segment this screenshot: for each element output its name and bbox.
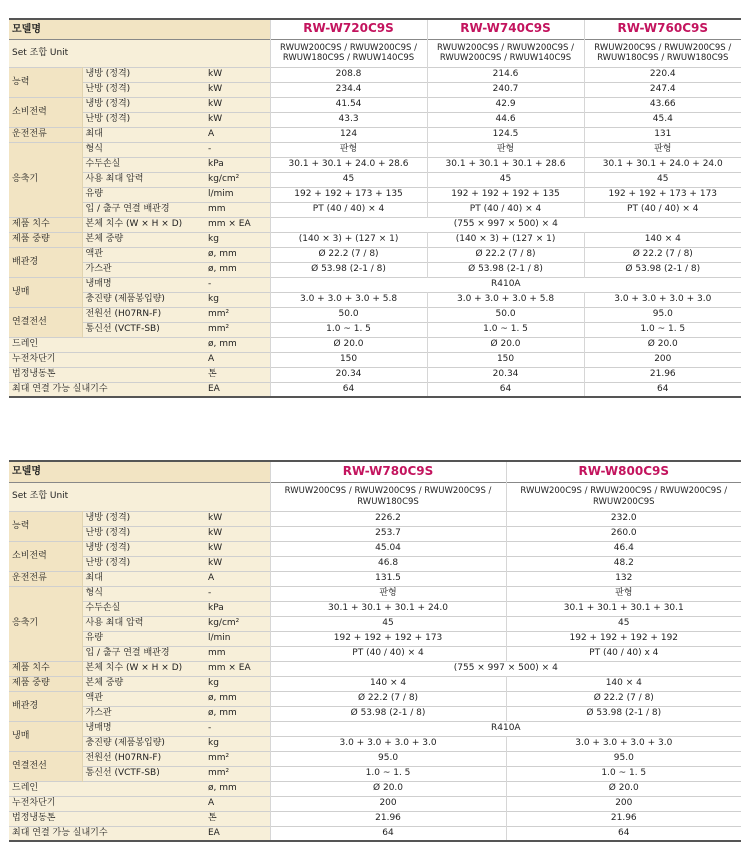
- unit-cell: kg: [205, 736, 270, 751]
- item-cell: 입 / 출구 연결 배관경: [82, 202, 205, 217]
- value-cell: 21.96: [506, 811, 741, 826]
- unit-cell: mm: [205, 202, 270, 217]
- item-cell: 본체 중량: [82, 232, 205, 247]
- value-cell: 42.9: [427, 97, 584, 112]
- table-row: [9, 97, 741, 112]
- category-cell: 법정냉동톤: [9, 811, 205, 826]
- unit-cell: -: [205, 586, 270, 601]
- item-cell: 충진량 (제품봉입량): [82, 736, 205, 751]
- category-cell: 배관경: [9, 691, 82, 721]
- value-cell: PT (40 / 40) × 4: [584, 202, 741, 217]
- category-cell: 능력: [9, 511, 82, 541]
- unit-cell: mm × EA: [205, 661, 270, 676]
- item-cell: 난방 (정격): [82, 526, 205, 541]
- value-cell: 30.1 + 30.1 + 24.0 + 24.0: [584, 157, 741, 172]
- unit-cell: ø, mm: [205, 691, 270, 706]
- table-row: [9, 826, 741, 841]
- unit-cell: mm: [205, 646, 270, 661]
- model-name: RW-W780C9S: [270, 461, 506, 482]
- value-cell: 45.04: [270, 541, 506, 556]
- value-cell: 46.8: [270, 556, 506, 571]
- table-row: [9, 382, 741, 397]
- item-cell: 사용 최대 압력: [82, 616, 205, 631]
- value-cell: Ø 22.2 (7 / 8): [506, 691, 741, 706]
- value-cell: 232.0: [506, 511, 741, 526]
- value-cell: 150: [270, 352, 427, 367]
- value-cell: 30.1 + 30.1 + 30.1 + 28.6: [427, 157, 584, 172]
- value-cell: Ø 53.98 (2-1 / 8): [427, 262, 584, 277]
- value-cell: 43.66: [584, 97, 741, 112]
- value-cell: Ø 20.0: [584, 337, 741, 352]
- unit-cell: kW: [205, 541, 270, 556]
- category-cell: 최대 연결 가능 실내기수: [9, 826, 205, 841]
- value-cell: 226.2: [270, 511, 506, 526]
- table-row: [9, 571, 741, 586]
- table-row: [9, 67, 741, 82]
- value-cell: 131: [584, 127, 741, 142]
- value-cell: 48.2: [506, 556, 741, 571]
- table-row: [9, 661, 741, 676]
- item-cell: 액관: [82, 691, 205, 706]
- unit-cell: kg/cm²: [205, 616, 270, 631]
- value-cell: 192 + 192 + 192 + 173: [270, 631, 506, 646]
- value-cell: 1.0 ~ 1. 5: [427, 322, 584, 337]
- table-row: [9, 586, 741, 601]
- category-cell: 드레인: [9, 337, 205, 352]
- value-cell: 150: [427, 352, 584, 367]
- unit-cell: -: [205, 277, 270, 292]
- value-cell: 판형: [270, 142, 427, 157]
- table-row: [9, 526, 741, 541]
- item-cell: 최대: [82, 571, 205, 586]
- set-row: [9, 39, 741, 67]
- value-cell: 124.5: [427, 127, 584, 142]
- value-cell: 판형: [584, 142, 741, 157]
- table-row: [9, 556, 741, 571]
- item-cell: 입 / 출구 연결 배관경: [82, 646, 205, 661]
- model-name: RW-W760C9S: [584, 19, 741, 39]
- table-row: [9, 721, 741, 736]
- item-cell: 난방 (정격): [82, 556, 205, 571]
- table-row: [9, 796, 741, 811]
- value-cell: 21.96: [270, 811, 506, 826]
- table-row: [9, 646, 741, 661]
- table-row: [9, 337, 741, 352]
- unit-cell: mm²: [205, 766, 270, 781]
- table-row: [9, 601, 741, 616]
- value-cell: 64: [584, 382, 741, 397]
- table-row: [9, 781, 741, 796]
- value-cell: 1.0 ~ 1. 5: [270, 322, 427, 337]
- item-cell: 유량: [82, 631, 205, 646]
- value-cell: 3.0 + 3.0 + 3.0 + 3.0: [270, 736, 506, 751]
- category-cell: 연결전선: [9, 751, 82, 781]
- category-cell: 제품 치수: [9, 217, 82, 232]
- merged-value-cell: R410A: [270, 721, 741, 736]
- item-cell: 수두손실: [82, 601, 205, 616]
- value-cell: Ø 22.2 (7 / 8): [270, 247, 427, 262]
- value-cell: 192 + 192 + 192 + 135: [427, 187, 584, 202]
- unit-cell: kW: [205, 82, 270, 97]
- table-row: [9, 142, 741, 157]
- item-cell: 충진량 (제품봉입량): [82, 292, 205, 307]
- value-cell: 3.0 + 3.0 + 3.0 + 5.8: [427, 292, 584, 307]
- table-row: [9, 202, 741, 217]
- set-label: Set 조합 Unit: [9, 482, 270, 511]
- set-label: Set 조합 Unit: [9, 39, 270, 67]
- value-cell: Ø 53.98 (2-1 / 8): [584, 262, 741, 277]
- table-row: [9, 511, 741, 526]
- unit-cell: A: [205, 796, 270, 811]
- value-cell: 64: [270, 382, 427, 397]
- category-cell: 연결전선: [9, 307, 82, 337]
- item-cell: 난방 (정격): [82, 112, 205, 127]
- value-cell: 3.0 + 3.0 + 3.0 + 5.8: [270, 292, 427, 307]
- spec-table-2: [9, 460, 741, 842]
- table-row: [9, 766, 741, 781]
- value-cell: 판형: [427, 142, 584, 157]
- value-cell: Ø 20.0: [506, 781, 741, 796]
- item-cell: 수두손실: [82, 157, 205, 172]
- item-cell: 가스관: [82, 262, 205, 277]
- value-cell: 234.4: [270, 82, 427, 97]
- value-cell: 46.4: [506, 541, 741, 556]
- table-row: [9, 262, 741, 277]
- item-cell: 유량: [82, 187, 205, 202]
- item-cell: 액관: [82, 247, 205, 262]
- item-cell: 형식: [82, 586, 205, 601]
- unit-cell: kg: [205, 232, 270, 247]
- value-cell: 200: [270, 796, 506, 811]
- category-cell: 누전차단기: [9, 796, 205, 811]
- table-row: [9, 541, 741, 556]
- unit-cell: -: [205, 721, 270, 736]
- table-row: [9, 127, 741, 142]
- value-cell: 64: [506, 826, 741, 841]
- header-row: [9, 19, 741, 39]
- table-row: [9, 811, 741, 826]
- value-cell: 50.0: [270, 307, 427, 322]
- item-cell: 냉매명: [82, 277, 205, 292]
- unit-cell: kW: [205, 112, 270, 127]
- merged-value-cell: (755 × 997 × 500) × 4: [270, 217, 741, 232]
- value-cell: 64: [270, 826, 506, 841]
- set-row: [9, 482, 741, 511]
- category-cell: 냉매: [9, 277, 82, 307]
- unit-cell: kg: [205, 292, 270, 307]
- model-name: RW-W740C9S: [427, 19, 584, 39]
- value-cell: 253.7: [270, 526, 506, 541]
- model-label: 모델명: [9, 461, 270, 482]
- value-cell: 214.6: [427, 67, 584, 82]
- value-cell: 95.0: [506, 751, 741, 766]
- value-cell: 131.5: [270, 571, 506, 586]
- item-cell: 본체 중량: [82, 676, 205, 691]
- value-cell: 20.34: [270, 367, 427, 382]
- value-cell: 64: [427, 382, 584, 397]
- item-cell: 사용 최대 압력: [82, 172, 205, 187]
- value-cell: 45: [427, 172, 584, 187]
- value-cell: Ø 20.0: [270, 337, 427, 352]
- item-cell: 본체 치수 (W × H × D): [82, 217, 205, 232]
- model-label: 모델명: [9, 19, 270, 39]
- value-cell: 140 × 4: [506, 676, 741, 691]
- unit-cell: ø, mm: [205, 337, 270, 352]
- table-row: [9, 217, 741, 232]
- value-cell: 124: [270, 127, 427, 142]
- table-row: [9, 232, 741, 247]
- value-cell: 41.54: [270, 97, 427, 112]
- table-row: [9, 706, 741, 721]
- unit-cell: kW: [205, 511, 270, 526]
- unit-cell: EA: [205, 826, 270, 841]
- item-cell: 본체 치수 (W × H × D): [82, 661, 205, 676]
- item-cell: 가스관: [82, 706, 205, 721]
- table-row: [9, 247, 741, 262]
- unit-cell: 톤: [205, 811, 270, 826]
- table-row: [9, 112, 741, 127]
- value-cell: 판형: [270, 586, 506, 601]
- category-cell: 제품 치수: [9, 661, 82, 676]
- value-cell: 45.4: [584, 112, 741, 127]
- merged-value-cell: (755 × 997 × 500) × 4: [270, 661, 741, 676]
- value-cell: 44.6: [427, 112, 584, 127]
- item-cell: 전원선 (H07RN-F): [82, 307, 205, 322]
- value-cell: Ø 22.2 (7 / 8): [427, 247, 584, 262]
- set-combination: RWUW200C9S / RWUW200C9S / RWUW200C9S / RWUW140C9S: [427, 39, 584, 67]
- value-cell: 30.1 + 30.1 + 30.1 + 24.0: [270, 601, 506, 616]
- value-cell: 1.0 ~ 1. 5: [270, 766, 506, 781]
- value-cell: 95.0: [270, 751, 506, 766]
- unit-cell: kW: [205, 526, 270, 541]
- value-cell: 50.0: [427, 307, 584, 322]
- value-cell: 30.1 + 30.1 + 30.1 + 30.1: [506, 601, 741, 616]
- unit-cell: A: [205, 571, 270, 586]
- value-cell: 45: [506, 616, 741, 631]
- unit-cell: kPa: [205, 157, 270, 172]
- value-cell: (140 × 3) + (127 × 1): [427, 232, 584, 247]
- value-cell: 200: [506, 796, 741, 811]
- value-cell: Ø 53.98 (2-1 / 8): [506, 706, 741, 721]
- value-cell: 45: [584, 172, 741, 187]
- category-cell: 최대 연결 가능 실내기수: [9, 382, 205, 397]
- value-cell: 247.4: [584, 82, 741, 97]
- set-combination: RWUW200C9S / RWUW200C9S / RWUW200C9S / RWUW200C9S: [506, 482, 741, 511]
- value-cell: 200: [584, 352, 741, 367]
- model-name: RW-W720C9S: [270, 19, 427, 39]
- value-cell: 132: [506, 571, 741, 586]
- unit-cell: kW: [205, 97, 270, 112]
- value-cell: 192 + 192 + 173 + 135: [270, 187, 427, 202]
- category-cell: 응축기: [9, 586, 82, 661]
- table-row: [9, 292, 741, 307]
- unit-cell: mm²: [205, 751, 270, 766]
- item-cell: 냉방 (정격): [82, 97, 205, 112]
- unit-cell: ø, mm: [205, 781, 270, 796]
- table-row: [9, 322, 741, 337]
- unit-cell: EA: [205, 382, 270, 397]
- category-cell: 소비전력: [9, 97, 82, 127]
- table-row: [9, 82, 741, 97]
- unit-cell: A: [205, 127, 270, 142]
- value-cell: 3.0 + 3.0 + 3.0 + 3.0: [584, 292, 741, 307]
- table-row: [9, 751, 741, 766]
- value-cell: PT (40 / 40) × 4: [270, 202, 427, 217]
- table-row: [9, 172, 741, 187]
- item-cell: 냉방 (정격): [82, 67, 205, 82]
- value-cell: 3.0 + 3.0 + 3.0 + 3.0: [506, 736, 741, 751]
- table-row: [9, 691, 741, 706]
- table-row: [9, 307, 741, 322]
- category-cell: 응축기: [9, 142, 82, 217]
- value-cell: 192 + 192 + 192 + 192: [506, 631, 741, 646]
- value-cell: Ø 53.98 (2-1 / 8): [270, 706, 506, 721]
- unit-cell: kg/cm²: [205, 172, 270, 187]
- item-cell: 냉방 (정격): [82, 541, 205, 556]
- model-name: RW-W800C9S: [506, 461, 741, 482]
- table-row: [9, 187, 741, 202]
- unit-cell: ø, mm: [205, 247, 270, 262]
- value-cell: 43.3: [270, 112, 427, 127]
- unit-cell: ø, mm: [205, 262, 270, 277]
- set-combination: RWUW200C9S / RWUW200C9S / RWUW180C9S / RWUW180C9S: [584, 39, 741, 67]
- unit-cell: kW: [205, 556, 270, 571]
- value-cell: Ø 22.2 (7 / 8): [584, 247, 741, 262]
- value-cell: 208.8: [270, 67, 427, 82]
- unit-cell: l/mim: [205, 187, 270, 202]
- value-cell: 95.0: [584, 307, 741, 322]
- value-cell: 260.0: [506, 526, 741, 541]
- unit-cell: mm × EA: [205, 217, 270, 232]
- table-row: [9, 631, 741, 646]
- spec-table-1: [9, 18, 741, 398]
- category-cell: 소비전력: [9, 541, 82, 571]
- unit-cell: kPa: [205, 601, 270, 616]
- value-cell: Ø 20.0: [270, 781, 506, 796]
- value-cell: 45: [270, 616, 506, 631]
- table-row: [9, 736, 741, 751]
- value-cell: 20.34: [427, 367, 584, 382]
- value-cell: 1.0 ~ 1. 5: [506, 766, 741, 781]
- unit-cell: kg: [205, 676, 270, 691]
- value-cell: Ø 53.98 (2-1 / 8): [270, 262, 427, 277]
- category-cell: 제품 중량: [9, 232, 82, 247]
- unit-cell: -: [205, 142, 270, 157]
- table-row: [9, 157, 741, 172]
- item-cell: 전원선 (H07RN-F): [82, 751, 205, 766]
- value-cell: 30.1 + 30.1 + 24.0 + 28.6: [270, 157, 427, 172]
- value-cell: 240.7: [427, 82, 584, 97]
- category-cell: 운전전류: [9, 127, 82, 142]
- table-row: [9, 352, 741, 367]
- value-cell: 140 × 4: [584, 232, 741, 247]
- category-cell: 냉매: [9, 721, 82, 751]
- table-row: [9, 367, 741, 382]
- category-cell: 법정냉동톤: [9, 367, 205, 382]
- value-cell: 1.0 ~ 1. 5: [584, 322, 741, 337]
- item-cell: 통신선 (VCTF-SB): [82, 322, 205, 337]
- value-cell: 45: [270, 172, 427, 187]
- table-row: [9, 616, 741, 631]
- item-cell: 냉매명: [82, 721, 205, 736]
- category-cell: 배관경: [9, 247, 82, 277]
- item-cell: 최대: [82, 127, 205, 142]
- item-cell: 냉방 (정격): [82, 511, 205, 526]
- item-cell: 난방 (정격): [82, 82, 205, 97]
- value-cell: 판형: [506, 586, 741, 601]
- value-cell: Ø 20.0: [427, 337, 584, 352]
- category-cell: 누전차단기: [9, 352, 205, 367]
- table-row: [9, 277, 741, 292]
- unit-cell: kW: [205, 67, 270, 82]
- unit-cell: l/min: [205, 631, 270, 646]
- category-cell: 운전전류: [9, 571, 82, 586]
- value-cell: (140 × 3) + (127 × 1): [270, 232, 427, 247]
- unit-cell: mm²: [205, 307, 270, 322]
- unit-cell: 톤: [205, 367, 270, 382]
- value-cell: PT (40 / 40) × 4: [270, 646, 506, 661]
- merged-value-cell: R410A: [270, 277, 741, 292]
- value-cell: 192 + 192 + 173 + 173: [584, 187, 741, 202]
- value-cell: 21.96: [584, 367, 741, 382]
- value-cell: 140 × 4: [270, 676, 506, 691]
- category-cell: 드레인: [9, 781, 205, 796]
- category-cell: 능력: [9, 67, 82, 97]
- value-cell: Ø 22.2 (7 / 8): [270, 691, 506, 706]
- value-cell: PT (40 / 40) x 4: [506, 646, 741, 661]
- unit-cell: A: [205, 352, 270, 367]
- unit-cell: mm²: [205, 322, 270, 337]
- item-cell: 형식: [82, 142, 205, 157]
- category-cell: 제품 중량: [9, 676, 82, 691]
- value-cell: 220.4: [584, 67, 741, 82]
- item-cell: 통신선 (VCTF-SB): [82, 766, 205, 781]
- table-row: [9, 676, 741, 691]
- unit-cell: ø, mm: [205, 706, 270, 721]
- header-row: [9, 461, 741, 482]
- set-combination: RWUW200C9S / RWUW200C9S / RWUW200C9S / RWUW180C9S: [270, 482, 506, 511]
- set-combination: RWUW200C9S / RWUW200C9S / RWUW180C9S / RWUW140C9S: [270, 39, 427, 67]
- value-cell: PT (40 / 40) × 4: [427, 202, 584, 217]
